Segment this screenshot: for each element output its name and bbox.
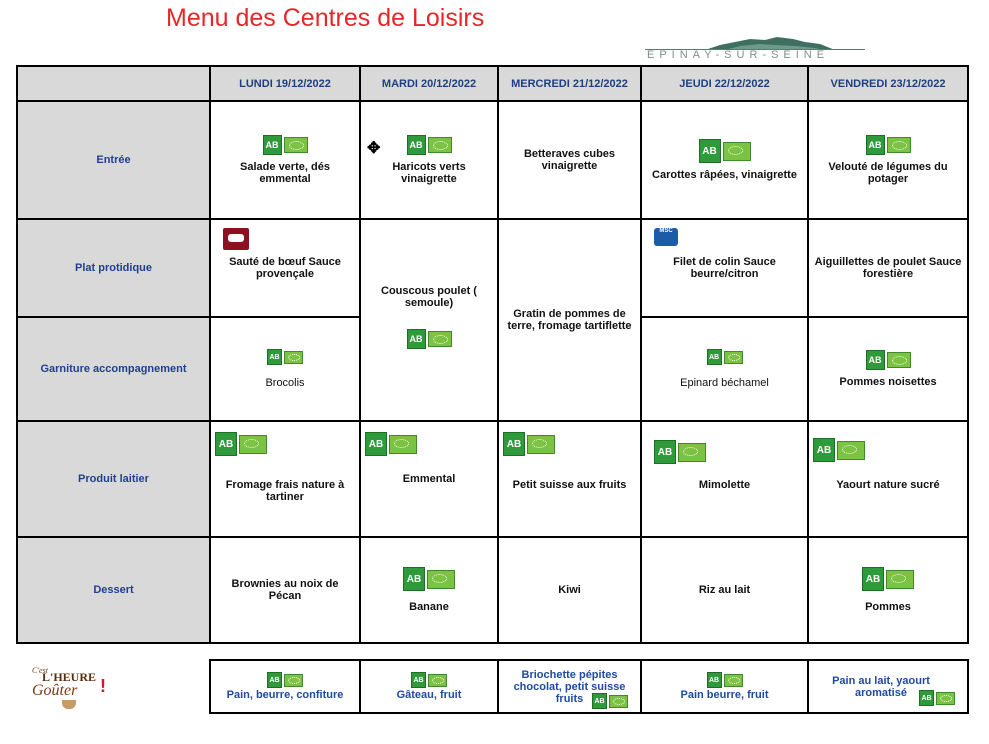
dish-text: Velouté de légumes du potager xyxy=(828,161,948,185)
bio-ab-icon: AB xyxy=(654,440,706,464)
cell-laitier-thursday xyxy=(641,421,808,537)
snack-text: Pain, beurre, confiture xyxy=(226,689,344,701)
cell-entree-friday xyxy=(808,101,968,219)
bio-ab-icon: AB xyxy=(263,135,308,155)
dish-text: Mimolette xyxy=(698,479,751,491)
row-label-laitier: Produit laitier xyxy=(17,421,210,537)
row-label-dessert: Dessert xyxy=(17,537,210,643)
dish-text: Emmental xyxy=(402,473,456,485)
bio-ab-icon: AB xyxy=(215,432,267,456)
dish-text: Yaourt nature sucré xyxy=(836,479,940,491)
snack-text: Briochette pépites chocolat, petit suisse fruits xyxy=(513,668,626,705)
gouter-wednesday xyxy=(498,660,641,713)
snack-text: Pain au lait, yaourt aromatisé xyxy=(832,674,930,699)
day-wednesday: MERCREDI 21/12/2022 xyxy=(498,66,641,101)
bio-ab-icon: AB xyxy=(866,135,911,155)
day-friday: VENDREDI 23/12/2022 xyxy=(808,66,968,101)
day-monday: LUNDI 19/12/2022 xyxy=(210,66,360,101)
day-thursday: JEUDI 22/12/2022 xyxy=(641,66,808,101)
cell-plat-wednesday xyxy=(498,219,641,421)
gouter-tuesday xyxy=(360,660,498,713)
dish-text: Carottes râpées, vinaigrette xyxy=(652,169,797,181)
cell-entree-wednesday xyxy=(498,101,641,219)
dish-text: Epinard béchamel xyxy=(680,377,769,389)
bio-ab-icon: AB xyxy=(813,438,865,462)
bio-ab-icon: AB xyxy=(503,432,555,456)
bio-ab-icon: AB xyxy=(365,432,417,456)
gouter-thursday xyxy=(641,660,808,713)
cell-laitier-friday xyxy=(808,421,968,537)
bio-ab-icon: AB xyxy=(707,349,743,365)
bio-ab-icon: AB xyxy=(862,567,914,591)
heure-du-gouter-logo: C'est L'HEURE Goûter ! xyxy=(28,666,116,714)
bio-ab-icon: AB xyxy=(411,672,447,688)
msc-icon: MSC xyxy=(654,228,678,246)
cell-plat-monday xyxy=(210,219,360,317)
row-laitier xyxy=(17,421,968,537)
cell-entree-tuesday xyxy=(360,101,498,219)
dish-text: Riz au lait xyxy=(698,584,751,596)
bio-ab-icon: AB xyxy=(267,349,303,365)
dish-text: Fromage frais nature à tartiner xyxy=(225,479,345,503)
cell-plat-friday xyxy=(808,219,968,317)
cell-dessert-tuesday xyxy=(360,537,498,643)
snack-text: Gâteau, fruit xyxy=(396,689,462,701)
cell-entree-thursday xyxy=(641,101,808,219)
cell-laitier-monday xyxy=(210,421,360,537)
gouter-friday xyxy=(808,660,968,713)
day-tuesday: MARDI 20/12/2022 xyxy=(360,66,498,101)
bio-ab-icon: AB xyxy=(592,693,628,709)
row-label-entree: Entrée xyxy=(17,101,210,219)
dish-text: Kiwi xyxy=(558,584,581,596)
bio-ab-icon: AB xyxy=(919,690,955,706)
cell-laitier-tuesday xyxy=(360,421,498,537)
dish-text: Betteraves cubes vinaigrette xyxy=(523,148,616,172)
cup-icon xyxy=(62,700,76,709)
dish-text: Salade verte, dés emmental xyxy=(240,161,330,185)
dish-text: Haricots verts vinaigrette xyxy=(392,161,466,185)
row-plat xyxy=(17,219,968,317)
cell-garniture-thursday xyxy=(641,317,808,421)
dish-text: Banane xyxy=(409,601,449,613)
dish-text: Brocolis xyxy=(265,377,305,389)
row-label-plat: Plat protidique xyxy=(17,219,210,317)
label-rouge-icon xyxy=(223,228,249,250)
gouter-row xyxy=(210,660,968,713)
bio-ab-icon: AB xyxy=(407,135,452,155)
cell-garniture-monday xyxy=(210,317,360,421)
dish-text: Filet de colin Sauce beurre/citron xyxy=(673,256,776,280)
weekly-menu-table xyxy=(16,65,969,644)
cell-dessert-monday xyxy=(210,537,360,643)
row-dessert xyxy=(17,537,968,643)
bio-ab-icon: AB xyxy=(866,350,911,370)
cursor-cross-icon: ✥ xyxy=(367,140,381,157)
bio-ab-icon: AB xyxy=(267,672,303,688)
dish-text: Pommes xyxy=(865,601,911,613)
header-row xyxy=(17,66,968,101)
epinay-sur-seine-logo: EPINAY-SUR-SEINE xyxy=(645,36,865,62)
dish-text: Aiguillettes de poulet Sauce forestière xyxy=(814,256,962,280)
bio-ab-icon: AB xyxy=(699,139,751,163)
bio-ab-icon: AB xyxy=(403,567,455,591)
row-entree xyxy=(17,101,968,219)
cell-laitier-wednesday xyxy=(498,421,641,537)
dish-text: Gratin de pommes de terre, fromage tartiflette xyxy=(507,308,632,332)
cell-garniture-friday xyxy=(808,317,968,421)
cell-dessert-friday xyxy=(808,537,968,643)
bio-ab-icon: AB xyxy=(407,329,452,349)
cell-dessert-thursday xyxy=(641,537,808,643)
gouter-monday xyxy=(210,660,360,713)
hills-icon xyxy=(705,36,835,50)
gouter-table xyxy=(209,659,969,714)
snack-text: Pain beurre, fruit xyxy=(680,689,769,701)
cell-plat-thursday xyxy=(641,219,808,317)
dish-text: Petit suisse aux fruits xyxy=(512,479,627,491)
cell-entree-monday xyxy=(210,101,360,219)
dish-text: Couscous poulet ( semoule) xyxy=(381,285,477,309)
row-label-garniture: Garniture accompagnement xyxy=(17,317,210,421)
cell-dessert-wednesday xyxy=(498,537,641,643)
dish-text: Sauté de bœuf Sauce provençale xyxy=(229,256,341,280)
page-title: Menu des Centres de Loisirs xyxy=(166,4,485,32)
cell-plat-tuesday xyxy=(360,219,498,421)
dish-text: Brownies au noix de Pécan xyxy=(231,578,339,602)
bio-ab-icon: AB xyxy=(707,672,743,688)
corner-cell xyxy=(17,66,210,101)
dish-text: Pommes noisettes xyxy=(839,376,937,388)
